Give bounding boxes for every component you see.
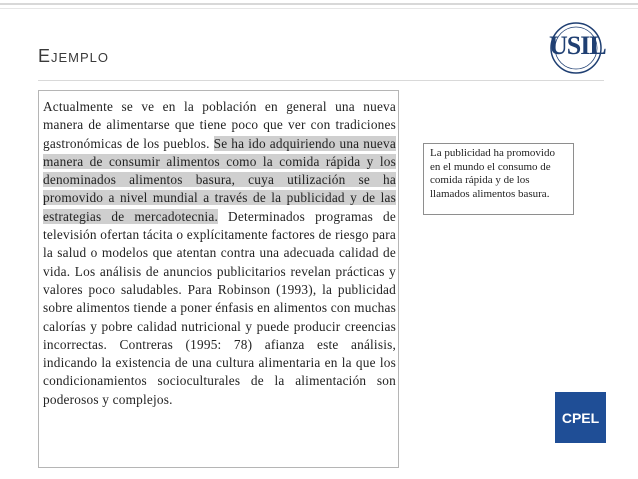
paragraph bbox=[43, 98, 396, 409]
title-underline bbox=[38, 80, 604, 81]
cpel-badge: CPEL bbox=[555, 392, 606, 443]
slide-title: Ejemplo bbox=[38, 46, 110, 66]
top-divider bbox=[0, 3, 638, 5]
paragraph-start: Actualmente se ve en la población en general una nueva manera de alimentarse que tiene poco que ver con tradiciones gastronómicas de los pueblos. bbox=[43, 99, 396, 151]
top-divider-thin bbox=[0, 8, 638, 9]
usil-logo bbox=[549, 21, 606, 75]
paragraph-end: Determinados programas de televisión ofertan tácita o explícitamente factores de riesgo para la salud o modelos que atentan contra una adecuada calidad de vida. Los análisis de anuncios publicitarios revelan prácticas y valores poco saludables. Para Robinson (1993), la publicidad sobre alimentos tiende a poner énfasis en alimentos con muchas calorías y pobre calidad nutricional y puede producir creencias incorrectas. Contreras (1995: 78) afianza este análisis, indicando la existencia de una cultura alimentaria en la que los condicionamientos socioculturales de la alimentación son poderosos y complejos. bbox=[43, 208, 396, 407]
content-box bbox=[38, 90, 399, 468]
logo-text: USIL bbox=[549, 31, 606, 60]
highlighted-text: Se ha ido adquiriendo una nueva manera de consumir alimentos como la comida rápida y los denominados alimentos basura, cuya utilización se ha promovido a nivel mundial a través de la publicidad y de las estrategias de mercadotecnia. bbox=[43, 135, 396, 224]
summary-note: La publicidad ha promovido en el mundo el consumo de comida rápida y de los llamados alimentos basura. bbox=[423, 143, 574, 215]
